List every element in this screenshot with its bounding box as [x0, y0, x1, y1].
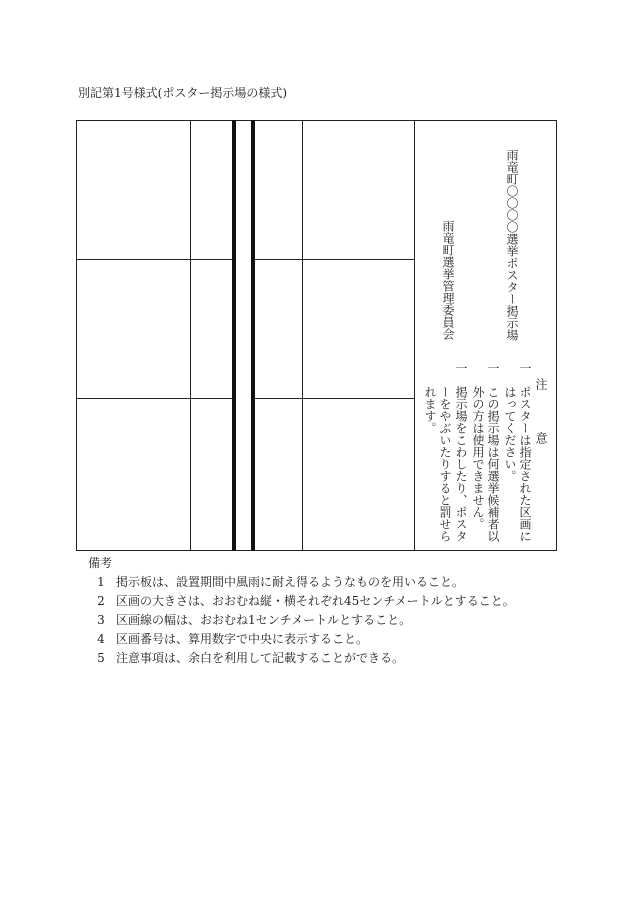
poster-cell	[303, 121, 414, 259]
notice-item-line: ーをやぶいたりすると罰せら	[438, 386, 452, 542]
grid-line	[255, 398, 414, 399]
remark-text: 区画の大きさは、おおむね縦・横それぞれ45センチメートルとすること。	[116, 594, 515, 608]
remark-number: 3	[97, 613, 105, 627]
notice-item-mark: 一	[486, 362, 500, 374]
notice-item-mark: 一	[518, 362, 532, 374]
poster-cell	[303, 260, 414, 398]
notice-item-line: ポスターは指定された区画に	[518, 386, 532, 542]
poster-cell	[191, 260, 232, 398]
grid-line	[76, 259, 233, 260]
poster-cell	[191, 399, 232, 550]
poster-cell	[303, 399, 414, 550]
remark-number: 4	[97, 632, 105, 646]
remark-text: 掲示板は、設置期間中風雨に耐え得るようなものを用いること。	[116, 575, 465, 589]
poster-cell	[77, 121, 190, 259]
grid-line	[190, 120, 191, 551]
remark-text: 区画線の幅は、おおむね1センチメートルとすること。	[116, 613, 412, 627]
grid-line	[414, 120, 415, 551]
notice-item-mark: 一	[454, 362, 468, 374]
board-title: 雨竜町〇〇〇〇選挙ポスター掲示場	[505, 149, 519, 341]
notice-item-line: 掲示場をこわしたり、ポスタ	[454, 386, 468, 542]
poster-cell	[191, 121, 232, 259]
document-title: 別記第1号様式(ポスター掲示場の様式)	[78, 86, 287, 100]
section-break-line	[232, 120, 236, 551]
remark-text: 注意事項は、余白を利用して記載することができる。	[116, 651, 405, 665]
poster-cell	[77, 399, 190, 550]
board-issuer: 雨竜町選挙管理委員会	[441, 220, 455, 340]
notice-item-line: 外の方は使用できません。	[471, 386, 485, 530]
grid-line	[76, 398, 233, 399]
remark-number: 2	[97, 594, 105, 608]
grid-line	[302, 120, 303, 551]
section-break-line	[251, 120, 255, 551]
notice-item-line: れます。	[423, 386, 437, 434]
notice-heading: 注 意	[534, 378, 548, 459]
notice-item-line: はってください。	[503, 386, 517, 482]
poster-cell	[255, 399, 302, 550]
poster-cell	[255, 121, 302, 259]
poster-cell	[77, 260, 190, 398]
poster-cell	[255, 260, 302, 398]
remark-number: 5	[97, 651, 105, 665]
remark-text: 区画番号は、算用数字で中央に表示すること。	[116, 632, 369, 646]
grid-line	[255, 259, 414, 260]
notice-item-line: この掲示場は何選挙候補者以	[486, 386, 500, 542]
remark-number: 1	[97, 575, 105, 589]
remarks-heading: 備考	[88, 556, 113, 570]
